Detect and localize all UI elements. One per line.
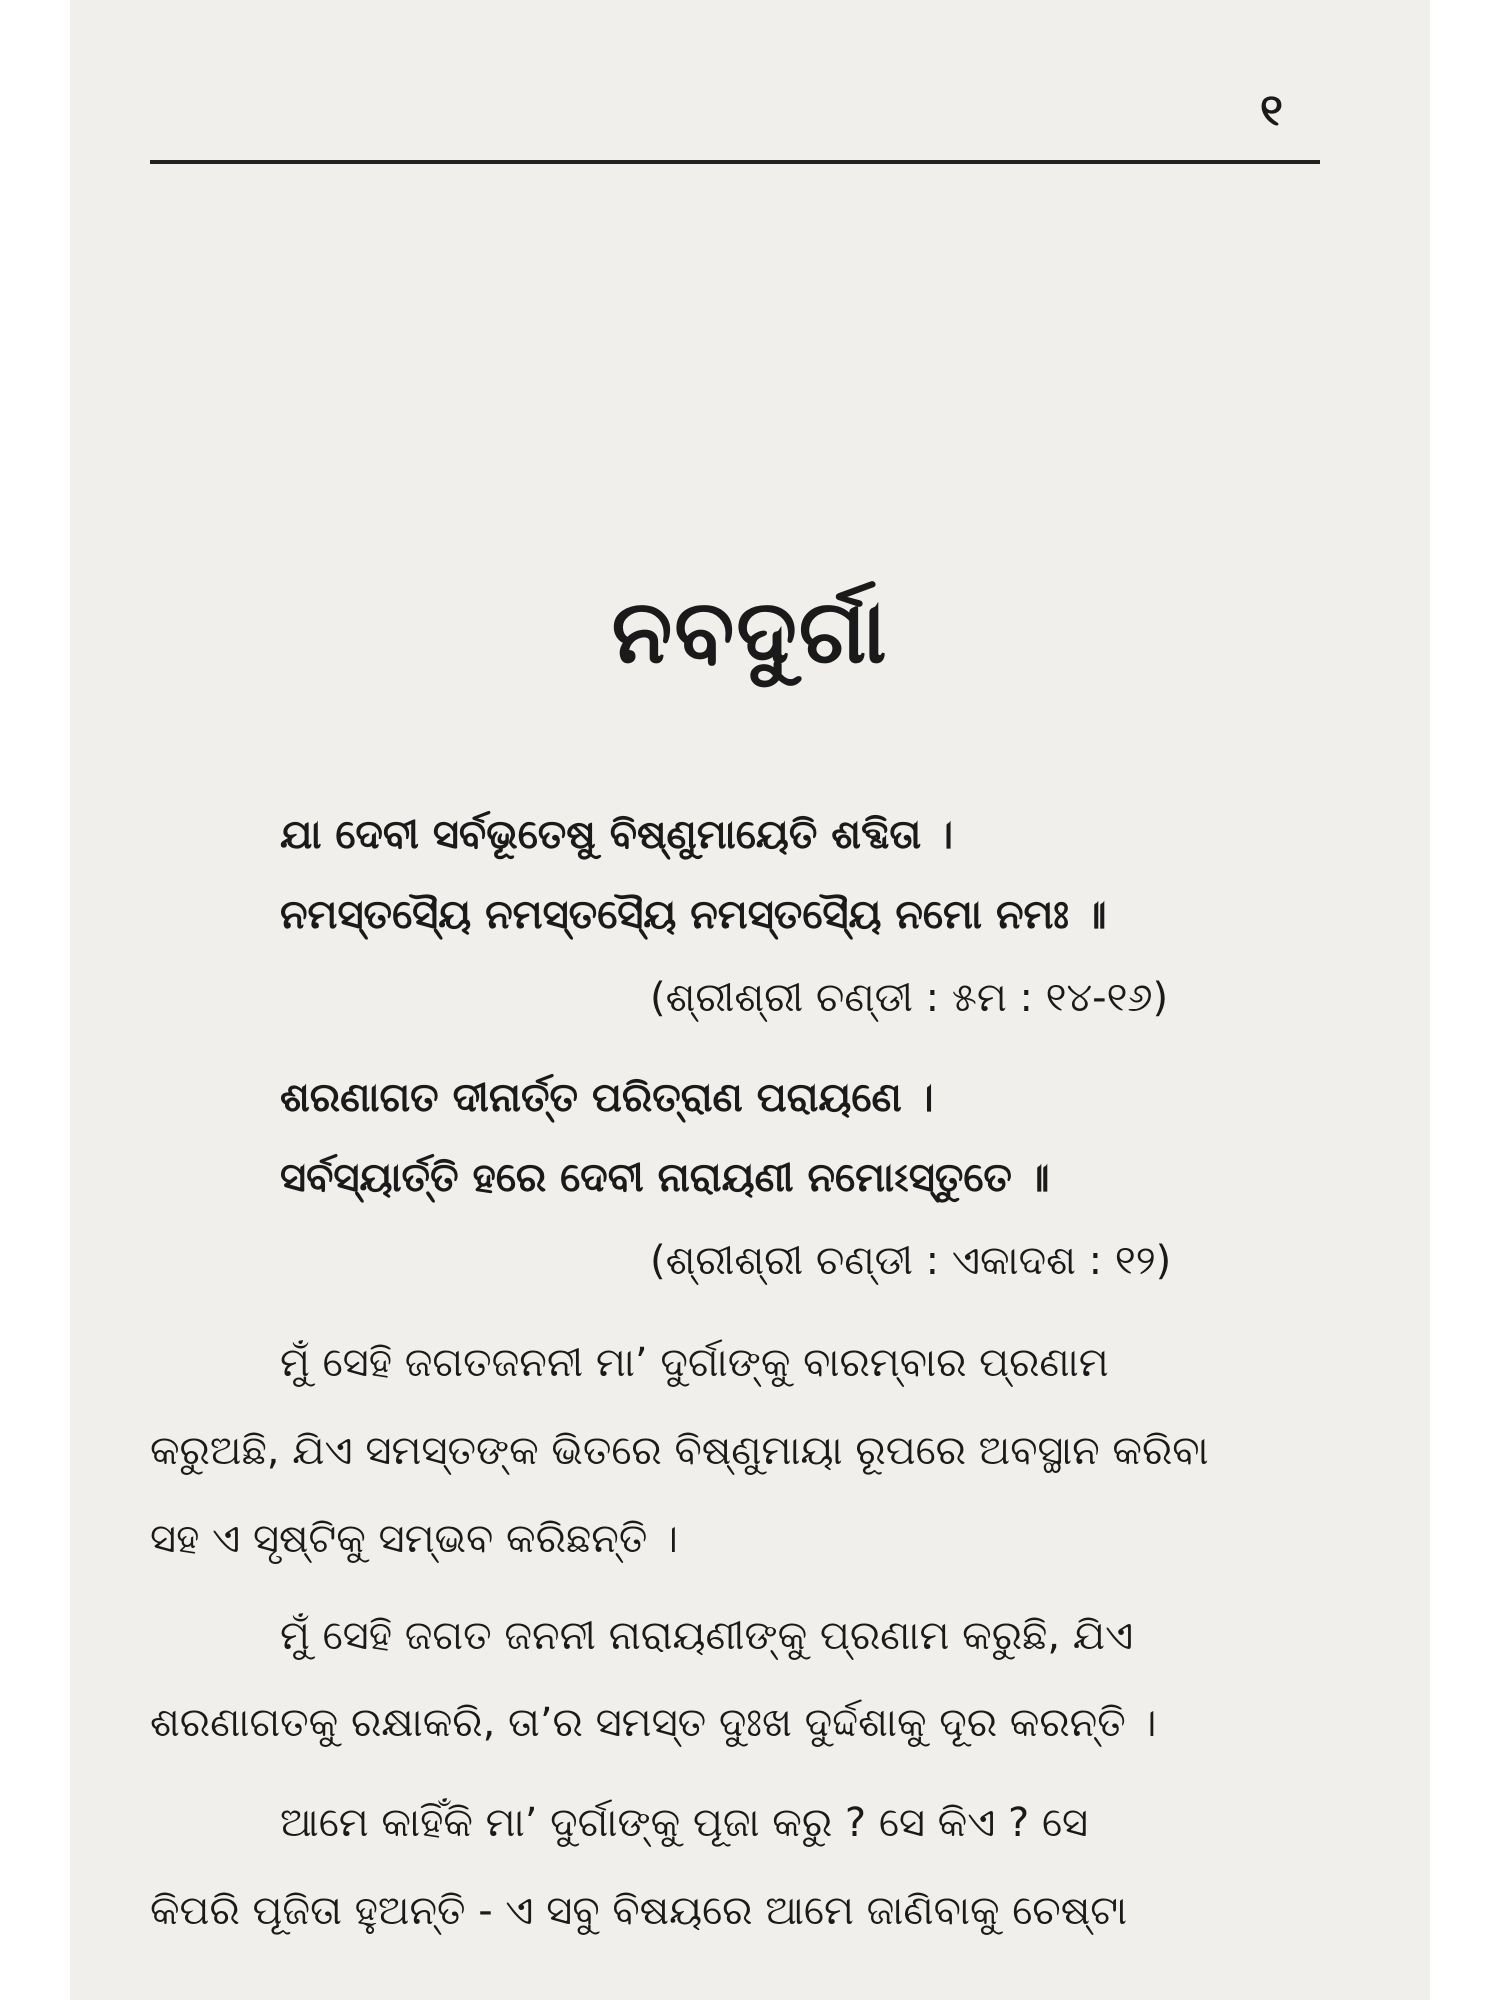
verse-1-reference: (ଶ୍ରୀଶ୍ରୀ ଚଣ୍ଡୀ : ୫ମ : ୧୪-୧୬): [650, 975, 1169, 1021]
paragraph-3-line-2: କିପରି ପୂଜିତା ହୁଅନ୍ତି - ଏ ସବୁ ବିଷୟରେ ଆମେ ଜାଣିବାକୁ ଚେଷ୍ଟା: [150, 1888, 1128, 1934]
page-number: ୧: [1260, 85, 1283, 136]
paragraph-1-line-3: ସହ ଏ ସୃଷ୍ଟିକୁ ସମ୍ଭବ କରିଛନ୍ତି ।: [150, 1516, 679, 1562]
verse-1-line-1: ଯା ଦେବୀ ସର୍ବଭୂତେଷୁ ବିଷ୍ଣୁମାୟେତି ଶବ୍ଦିତା ।: [280, 812, 954, 858]
verse-2-reference: (ଶ୍ରୀଶ୍ରୀ ଚଣ୍ଡୀ : ଏକାଦଶ : ୧୨): [650, 1238, 1172, 1284]
chapter-title: ନବଦୁର୍ଗା: [611, 580, 889, 683]
book-page: [70, 0, 1430, 2000]
paragraph-1-line-2: କରୁଅଛି, ଯିଏ ସମସ୍ତଙ୍କ ଭିତରେ ବିଷ୍ଣୁମାୟା ରୂପରେ ଅବସ୍ଥାନ କରିବା: [150, 1428, 1209, 1474]
verse-1-line-2: ନମସ୍ତସ୍ୟୈ ନମସ୍ତସ୍ୟୈ ନମସ୍ତସ୍ୟୈ ନମୋ ନମଃ ॥: [280, 892, 1107, 938]
verse-2-line-1: ଶରଣାଗତ ଦୀନାର୍ତ୍ତ ପରିତ୍ରାଣ ପରାୟଣେ ।: [280, 1075, 934, 1121]
paragraph-2-line-1: ମୁଁ ସେହି ଜଗତ ଜନନୀ ନାରାୟଣୀଙ୍କୁ ପ୍ରଣାମ କରୁଛି, ଯିଏ: [280, 1613, 1134, 1659]
paragraph-2-line-2: ଶରଣାଗତକୁ ରକ୍ଷାକରି, ତା’ର ସମସ୍ତ ଦୁଃଖ ଦୁର୍ଦ୍ଦଶାକୁ ଦୂର କରନ୍ତି ।: [150, 1700, 1157, 1746]
header-rule: [150, 160, 1320, 164]
paragraph-3-line-1: ଆମେ କାହିଁକି ମା’ ଦୁର୍ଗାଙ୍କୁ ପୂଜା କରୁ ? ସେ କିଏ ? ସେ: [280, 1800, 1089, 1846]
verse-2-line-2: ସର୍ବସ୍ୟାର୍ତ୍ତି ହରେ ଦେବୀ ନାରାୟଣୀ ନମୋଽସ୍ତୁତେ ॥: [280, 1155, 1050, 1201]
paragraph-1-line-1: ମୁଁ ସେହି ଜଗତଜନନୀ ମା’ ଦୁର୍ଗାଙ୍କୁ ବାରମ୍ବାର ପ୍ରଣାମ: [280, 1340, 1109, 1386]
